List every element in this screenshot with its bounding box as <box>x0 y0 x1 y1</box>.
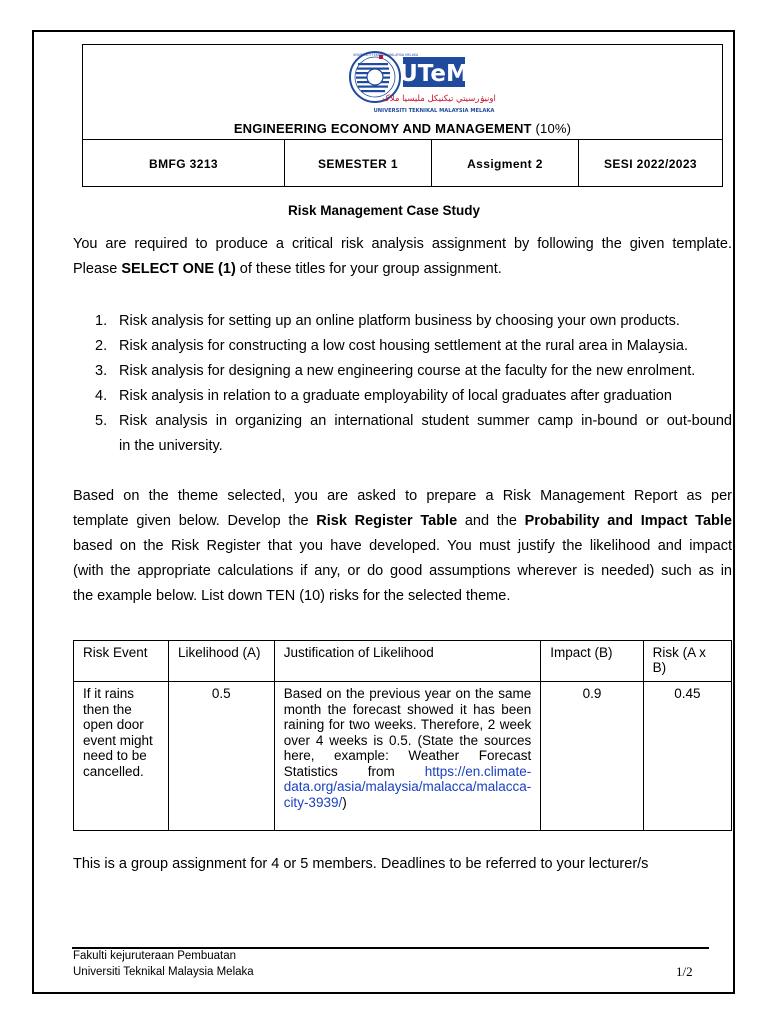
list-item-text: Risk analysis for designing a new engineering course at the faculty for the new enrolment. <box>119 363 696 379</box>
footer-divider <box>72 947 709 949</box>
list-item-text <box>119 409 732 459</box>
list-item-text: Risk analysis for setting up an online platform business by choosing your own products. <box>119 313 680 329</box>
footer-university: Universiti Teknikal Malaysia Melaka <box>73 966 254 978</box>
course-info-row <box>83 139 722 187</box>
risk-register-table <box>73 640 732 831</box>
col-header-justification: Justification of Likelihood <box>274 641 541 682</box>
select-one-emphasis: SELECT ONE (1) <box>121 261 236 277</box>
case-title: Risk Management Case Study <box>287 203 481 218</box>
list-item <box>73 359 732 384</box>
list-item <box>73 409 732 459</box>
course-header <box>82 44 723 187</box>
instructions-line-2-pre: template given below. Develop the <box>73 513 317 529</box>
table-header-row <box>74 641 732 682</box>
course-code: BMFG 3213 <box>83 140 285 187</box>
list-item-text-line-2: in the university. <box>119 438 223 454</box>
instructions-line-4: (with the appropriate calculations if any, or do good assumptions wherever is needed) such as in <box>73 563 732 579</box>
list-item-text: Risk analysis in relation to a graduate employability of local graduates after graduation <box>119 388 672 404</box>
list-item <box>73 384 732 409</box>
utem-logo <box>345 49 496 125</box>
seal-text: UNIVERSITI TEKNIKAL MALAYSIA MELAKA <box>353 53 419 57</box>
utem-wordmark: UTeM <box>399 61 469 87</box>
list-item-text: Risk analysis for constructing a low cost housing settlement at the rural area in Malaysia. <box>119 338 688 354</box>
instructions-line-5: the example below. List down TEN (10) risks for the selected theme. <box>73 588 511 604</box>
title-options-list <box>73 309 732 459</box>
risk-cell: 0.45 <box>643 682 731 831</box>
list-item <box>73 309 732 334</box>
session: SESI 2022/2023 <box>603 156 697 171</box>
table-row <box>74 682 732 831</box>
likelihood-cell: 0.5 <box>168 682 274 831</box>
assignment-label: Assigment 2 <box>432 140 579 187</box>
col-header-risk-event: Risk Event <box>74 641 169 682</box>
climate-data-link[interactable]: https://en.climate-data.org/asia/malaysia/malacca/malacca-city-3939/ <box>283 763 532 810</box>
intro-line-2-pre: Please <box>73 261 122 277</box>
risk-register-emphasis: Risk Register Table <box>316 513 458 529</box>
justification-cell <box>274 682 541 831</box>
list-item-text-line-1: Risk analysis in organizing an international student summer camp in-bound or out-bound <box>119 413 732 429</box>
instructions-line-3: based on the Risk Register that you have developed. You must justify the likelihood and impact <box>73 538 732 554</box>
instructions-line-2 <box>73 509 732 534</box>
probability-impact-emphasis: Probability and Impact Table <box>524 513 732 529</box>
footer-faculty: Fakulti kejuruteraan Pembuatan <box>73 950 237 962</box>
list-item-number: 1. <box>95 313 108 329</box>
intro-line-2 <box>73 257 732 282</box>
list-item-number: 2. <box>95 338 108 354</box>
intro-line-2-post: of these titles for your group assignment. <box>235 261 502 277</box>
risk-event-cell: If it rains then the open door event might need to be cancelled. <box>74 682 169 831</box>
col-header-risk: Risk (A x B) <box>643 641 731 682</box>
course-weight: (10%) <box>535 121 572 136</box>
col-header-likelihood: Likelihood (A) <box>168 641 274 682</box>
list-item-number: 5. <box>95 413 108 429</box>
list-item-number: 4. <box>95 388 108 404</box>
justification-end: ) <box>342 794 347 810</box>
list-item-number: 3. <box>95 363 108 379</box>
justification-text: Based on the previous year on the same month the forecast showed it has been raining for two weeks. Therefore, 2 week over 4 weeks is 0.5. (State the sources here, example: Weather Forecast Statistics from <box>283 686 532 779</box>
page-number: 1/2 <box>676 964 693 979</box>
instructions-line-1: Based on the theme selected, you are asked to prepare a Risk Management Report as per <box>73 488 732 504</box>
closing-note: This is a group assignment for 4 or 5 members. Deadlines to be referred to your lecturer/s <box>73 856 649 872</box>
university-subtitle: UNIVERSITI TEKNIKAL MALAYSIA MELAKA <box>373 108 495 114</box>
instructions-line-2-mid: and the <box>457 513 525 529</box>
course-name: ENGINEERING ECONOMY AND MANAGEMENT <box>233 121 532 136</box>
intro-line-1: You are required to produce a critical risk analysis assignment by following the given template. <box>73 236 732 252</box>
list-item <box>73 334 732 359</box>
intro-paragraph <box>73 232 732 282</box>
semester: SEMESTER 1 <box>285 140 432 187</box>
course-title <box>83 121 722 136</box>
col-header-impact: Impact (B) <box>541 641 643 682</box>
jawi-text: اونيۏرسيتي تيکنيکل مليسيا ملاک <box>382 94 496 104</box>
instructions-paragraph <box>73 484 732 609</box>
impact-cell: 0.9 <box>541 682 643 831</box>
